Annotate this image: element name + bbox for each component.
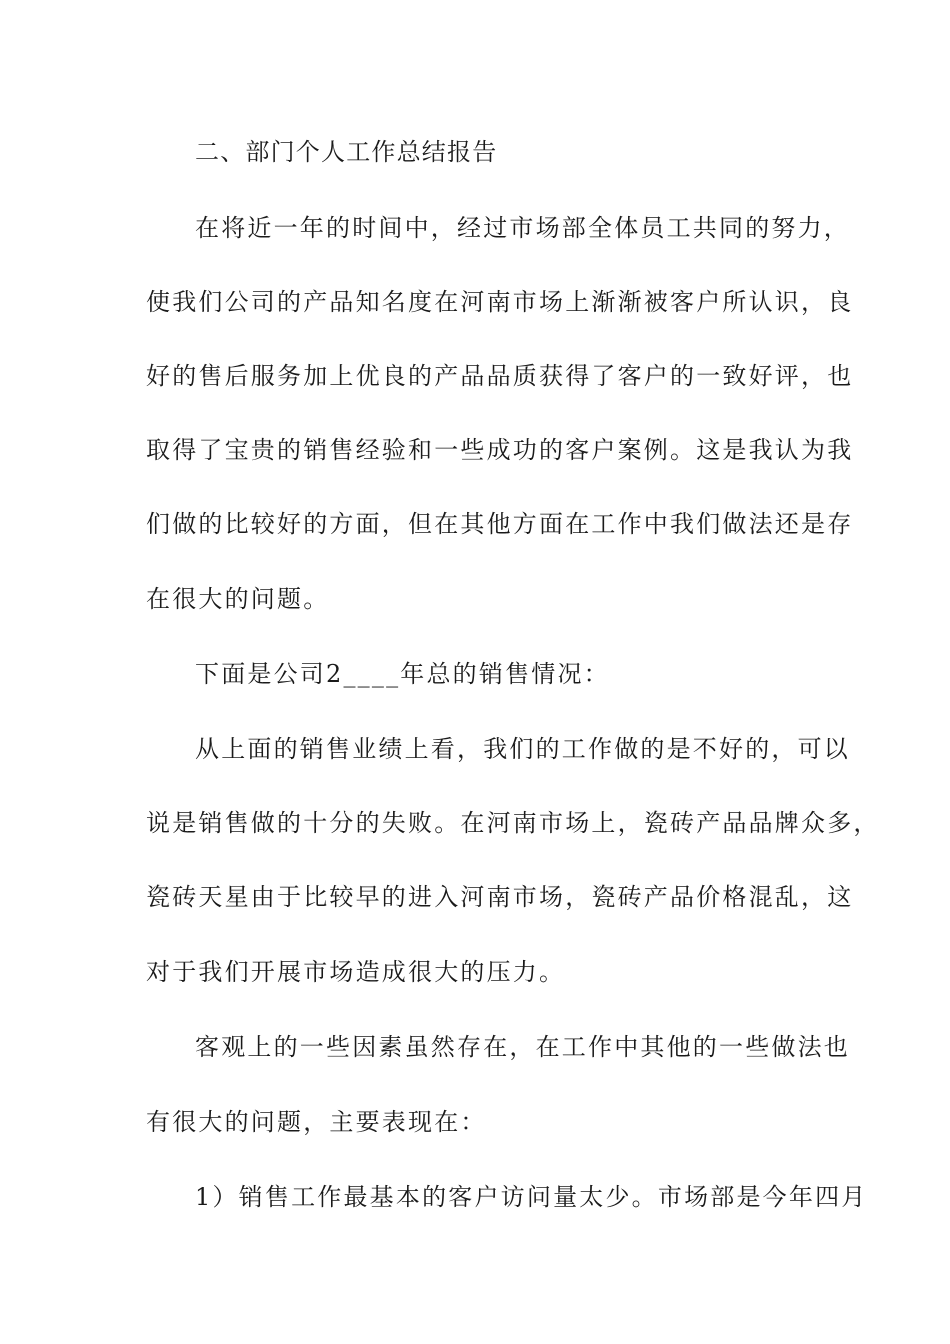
paragraph-line: 下面是公司2____年总的销售情况：: [195, 660, 610, 688]
paragraph-line: 在将近一年的时间中，经过市场部全体员工共同的努力，: [195, 214, 850, 242]
paragraph-line: 取得了宝贵的销售经验和一些成功的客户案例。这是我认为我: [146, 436, 854, 464]
paragraph-line: 好的售后服务加上优良的产品品质获得了客户的一致好评，也: [146, 362, 854, 390]
paragraph-line: 客观上的一些因素虽然存在，在工作中其他的一些做法也: [195, 1033, 850, 1061]
paragraph-line: 瓷砖天星由于比较早的进入河南市场，瓷砖产品价格混乱，这: [146, 883, 854, 911]
paragraph-line: 从上面的销售业绩上看，我们的工作做的是不好的，可以: [195, 735, 850, 763]
paragraph-line: 说是销售做的十分的失败。在河南市场上，瓷砖产品品牌众多，: [146, 809, 880, 837]
section-heading: 二、部门个人工作总结报告: [195, 138, 498, 166]
paragraph-line: 有很大的问题，主要表现在：: [146, 1108, 487, 1136]
paragraph-line: 使我们公司的产品知名度在河南市场上渐渐被客户所认识，良: [146, 288, 854, 316]
list-item-line: 1）销售工作最基本的客户访问量太少。市场部是今年四月: [195, 1183, 868, 1211]
paragraph-line: 们做的比较好的方面，但在其他方面在工作中我们做法还是存: [146, 510, 854, 538]
paragraph-line: 对于我们开展市场造成很大的压力。: [146, 958, 566, 986]
paragraph-line: 在很大的问题。: [146, 585, 330, 613]
